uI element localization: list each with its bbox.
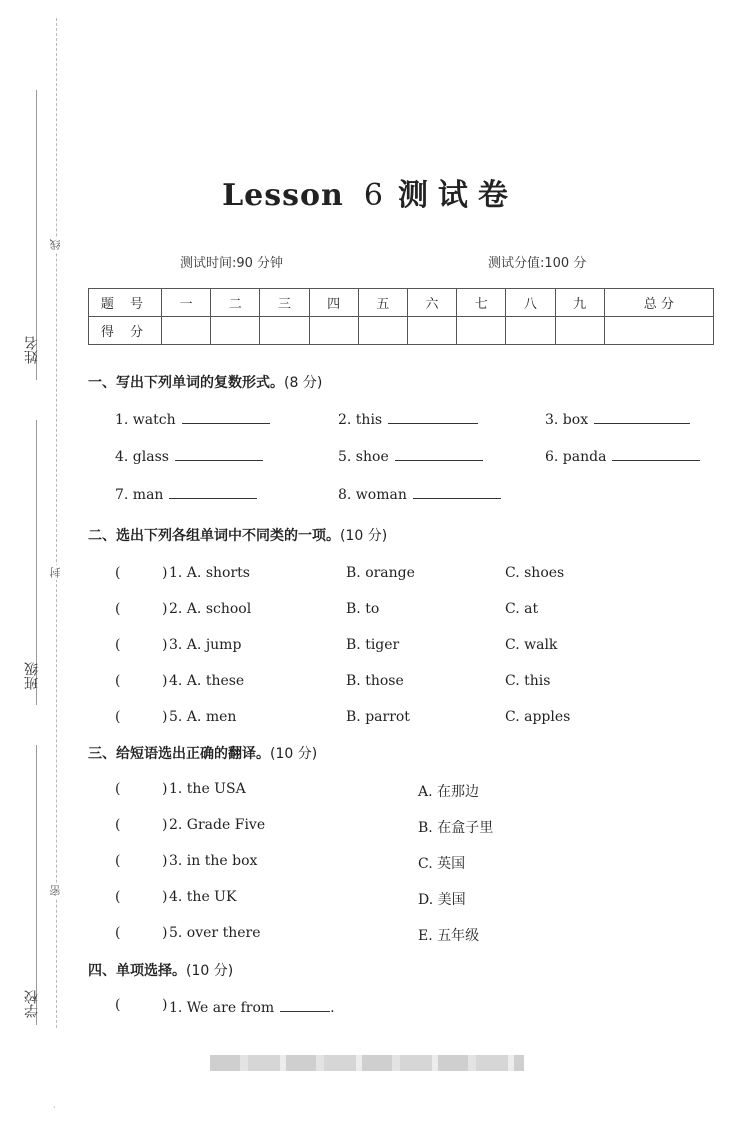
plural-item-3	[545, 409, 690, 428]
item-text: 5. shoe	[338, 449, 389, 465]
option-a: 1. A. shorts	[169, 565, 250, 581]
translation-option: C. 英国	[418, 856, 466, 872]
section3-title: 三、给短语选出正确的翻译。	[88, 746, 270, 762]
answer-blank[interactable]	[182, 409, 270, 424]
score-row-label: 得 分	[89, 317, 162, 345]
answer-blank[interactable]	[612, 446, 700, 461]
item-text: 8. woman	[338, 487, 407, 503]
item-text: 3. box	[545, 412, 589, 428]
paren-right: )	[162, 997, 168, 1013]
table-header-cell: 总 分	[604, 289, 713, 317]
school-line	[36, 745, 37, 1025]
score-cell[interactable]	[407, 317, 456, 345]
question-text: 1. We are from	[169, 1000, 275, 1016]
translation-option: E. 五年级	[418, 928, 480, 944]
option-a: 5. A. men	[169, 709, 237, 725]
table-header-cell: 六	[407, 289, 456, 317]
option-c: C. apples	[505, 709, 571, 725]
section1-heading	[88, 372, 322, 392]
score-cell[interactable]	[162, 317, 211, 345]
question-end: .	[330, 1000, 335, 1016]
section3-heading	[88, 743, 317, 763]
paren-left: (	[115, 673, 121, 689]
table-header-cell: 一	[162, 289, 211, 317]
item-text: 2. this	[338, 412, 383, 428]
table-header-cell: 九	[555, 289, 604, 317]
plural-item-6	[545, 446, 700, 465]
option-a: 2. A. school	[169, 601, 252, 617]
paren-right: )	[162, 565, 168, 581]
option-c: C. shoes	[505, 565, 565, 581]
answer-blank[interactable]	[280, 997, 330, 1012]
score-value-row	[89, 317, 714, 345]
translation-option: B. 在盒子里	[418, 820, 494, 836]
question-1	[169, 997, 335, 1016]
score-table	[88, 288, 714, 345]
option-b: B. orange	[346, 565, 415, 581]
answer-blank[interactable]	[388, 409, 478, 424]
plural-item-8	[338, 484, 501, 503]
option-b: B. to	[346, 601, 380, 617]
plural-item-4	[115, 446, 263, 465]
blurred-footer	[210, 1055, 524, 1071]
paren-right: )	[162, 673, 168, 689]
score-cell[interactable]	[506, 317, 555, 345]
plural-item-7	[115, 484, 257, 503]
table-header-cell: 四	[309, 289, 358, 317]
table-header-cell: 三	[260, 289, 309, 317]
cut-label-secret: 密	[49, 885, 62, 896]
table-header-cell: 七	[457, 289, 506, 317]
test-score: 测试分值:100 分	[488, 256, 587, 271]
section4-title: 四、单项选择。	[88, 963, 186, 979]
option-a: 4. A. these	[169, 673, 245, 689]
table-header-cell: 二	[211, 289, 260, 317]
paren-left: (	[115, 637, 121, 653]
item-text: 7. man	[115, 487, 164, 503]
option-b: B. parrot	[346, 709, 410, 725]
option-c: C. walk	[505, 637, 558, 653]
answer-blank[interactable]	[594, 409, 690, 424]
paren-right: )	[162, 781, 168, 797]
phrase-text: 2. Grade Five	[169, 817, 266, 833]
section3-points: (10 分)	[270, 746, 318, 762]
binding-margin	[0, 0, 80, 1122]
answer-blank[interactable]	[413, 484, 501, 499]
table-header-cell: 题 号	[89, 289, 162, 317]
plural-item-2	[338, 409, 478, 428]
score-cell[interactable]	[260, 317, 309, 345]
name-label: 姓名	[24, 336, 40, 364]
score-cell[interactable]	[457, 317, 506, 345]
paren-right: )	[162, 637, 168, 653]
paren-right: )	[162, 889, 168, 905]
paren-left: (	[115, 781, 121, 797]
paren-left: (	[115, 709, 121, 725]
paren-right: )	[162, 853, 168, 869]
paren-right: )	[162, 817, 168, 833]
paren-left: (	[115, 925, 121, 941]
option-a: 3. A. jump	[169, 637, 242, 653]
paren-left: (	[115, 889, 121, 905]
margin-dot: ·	[53, 1103, 56, 1112]
item-text: 6. panda	[545, 449, 607, 465]
section2-heading	[88, 525, 387, 545]
score-cell[interactable]	[358, 317, 407, 345]
phrase-text: 5. over there	[169, 925, 261, 941]
score-cell[interactable]	[211, 317, 260, 345]
phrase-text: 4. the UK	[169, 889, 237, 905]
page-title	[0, 170, 734, 214]
answer-blank[interactable]	[175, 446, 263, 461]
section4-points: (10 分)	[186, 963, 234, 979]
paren-left: (	[115, 565, 121, 581]
option-b: B. tiger	[346, 637, 400, 653]
paren-right: )	[162, 709, 168, 725]
phrase-text: 3. in the box	[169, 853, 258, 869]
title-word: Lesson	[222, 178, 344, 213]
score-cell[interactable]	[555, 317, 604, 345]
score-cell[interactable]	[604, 317, 713, 345]
option-c: C. at	[505, 601, 539, 617]
translation-option: D. 美国	[418, 892, 466, 908]
item-text: 1. watch	[115, 412, 176, 428]
plural-item-1	[115, 409, 270, 428]
table-header-cell: 八	[506, 289, 555, 317]
paren-left: (	[115, 817, 121, 833]
test-time: 测试时间:90 分钟	[180, 256, 284, 271]
paren-right: )	[162, 925, 168, 941]
item-text: 4. glass	[115, 449, 169, 465]
table-header-cell: 五	[358, 289, 407, 317]
score-cell[interactable]	[309, 317, 358, 345]
section2-points: (10 分)	[340, 528, 388, 544]
paren-left: (	[115, 601, 121, 617]
score-header-row	[89, 289, 714, 317]
title-suffix: 测试卷	[397, 178, 518, 213]
plural-item-5	[338, 446, 483, 465]
class-label: 班级	[24, 662, 40, 690]
answer-blank[interactable]	[395, 446, 483, 461]
section1-points: (8 分)	[284, 375, 323, 391]
answer-blank[interactable]	[169, 484, 257, 499]
option-b: B. those	[346, 673, 404, 689]
cut-label-line: 线	[49, 239, 62, 250]
section4-heading	[88, 960, 233, 980]
paren-left: (	[115, 853, 121, 869]
option-c: C. this	[505, 673, 551, 689]
phrase-text: 1. the USA	[169, 781, 246, 797]
translation-option: A. 在那边	[418, 784, 480, 800]
paren-left: (	[115, 997, 121, 1013]
school-label: 学校	[24, 990, 40, 1018]
title-number: 6	[363, 178, 384, 213]
cut-label-seal: 封	[49, 567, 62, 578]
paren-right: )	[162, 601, 168, 617]
section2-title: 二、选出下列各组单词中不同类的一项。	[88, 528, 340, 544]
section1-title: 一、写出下列单词的复数形式。	[88, 375, 284, 391]
